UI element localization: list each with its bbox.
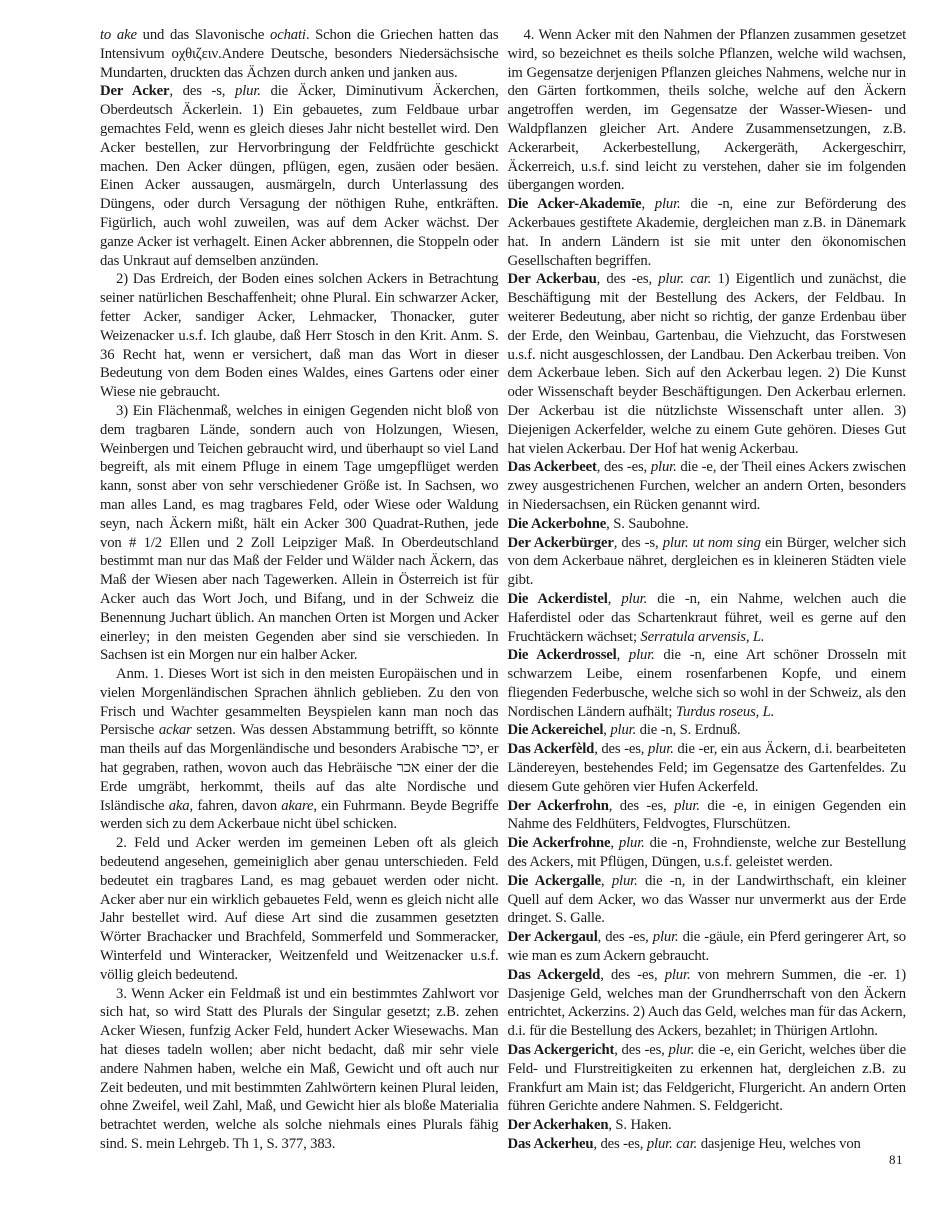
text-run: 2. Feld und Acker werden im gemeinen Leben oft als gleich bedeutend angesehen, gemeiniglich aber genau unterschieden. Feld bedeutet ein tragbares Land, es mag gebauet werden oder nicht. Acker aber nur ein wirklich gebauetes Feld, wenn es gleich nicht alle Jahr bestellet wird. Auf diese Art sind die zusammen gesetzten Wörter Brachacker und Brachfeld, Sommerfeld und Sommeracker, Winterfeld und Winteracker, Weitzenfeld und Weitzenacker u.s.f. völlig gleich bedeutend. <box>100 835 499 983</box>
page-number: 81 <box>889 1152 903 1167</box>
dictionary-entry <box>508 1041 907 1116</box>
headword: Das Ackerfèld <box>507 741 595 758</box>
text-run: 3) Ein Flächenmaß, welches in einigen Gegenden nicht bloß von dem tragbaren Lände, sondern auch von Holzungen, Wiesen, Weinbergen und Teichen gebraucht wird, und überhaupt so viel Land begreift, als mit einem Pfluge in einem Tage umgepflüget werden kann, sonst aber von sehr verschiedener Größe ist. In Sachsen, wo man alles Land, es mag tragbares Feld, oder Wiese oder Waldung seyn, nach Äckern mißt, hält ein Acker 300 Quadrat-Ruthen, jede von # 1/2 Ellen und 2 Zoll Leipziger Maß. In Oberdeutschland bestimmt man nur das Maß der Felder und Wälder nach Äckern, das Maß der Wiesen aber nach Tagewerken. Allein in Österreich ist für Acker auch das Wort Joch, und Bifang, und in der Schweiz die Benennung Juchart üblich. An manchen Orten ist Morgen und Acker einerley; in den meisten Gegenden aber sind sie verschieden. In Sachsen ist ein Morgen nur ein halber Acker. <box>100 402 499 664</box>
text-run: und das Slavonische <box>136 27 271 43</box>
headword: Das Ackerheu <box>507 1136 594 1153</box>
dictionary-entry <box>508 458 907 514</box>
text-run: , fahren, davon <box>189 797 282 814</box>
italic-text: plur. <box>235 83 261 100</box>
headword: Der Ackerhaken <box>507 1117 609 1134</box>
italic-text: plur. <box>621 590 648 607</box>
text-run: die Äcker, Diminutivum Äckerchen, Oberdeutsch Äckerlein. 1) Ein gebauetes, zum Feldbaue urbar gemachtes Feld, wenn es gleich dieses Jahr nicht bestellet wird. Den Acker bestellen, zur Hervorbringung der Feldfrüchte geschickt machen. Den Acker düngen, pflügen, egen, zusäen oder besäen. Einen Acker aussaugen, ausmärgeln, durch Unterlassung des Düngens, oder durch Versagung der nöthigen Ruhe, entkräften. Figürlich, auch wohl zuweilen, was auf dem Acker wächst. Der ganze Acker ist verhagelt. Einen Acker abbrennen, die Stoppeln oder das Unkraut auf demselben anzünden. <box>100 83 499 269</box>
dictionary-entry <box>508 928 907 966</box>
text-run: , des -s, <box>169 83 236 100</box>
dictionary-entry <box>508 1116 907 1135</box>
text-run: ein Bürger, welcher sich von dem Ackerbaue nähret, dergleichen es in kleineren Städten viele gibt. <box>507 534 907 589</box>
text-run: die -e, ein Gericht, welches über die Feld- und Flurstreitigkeiten zu erkennen hat, dergleichen z.B. zu Frankfurt am Main ist; das Feldgericht, Flurgericht. An andern Orten führen Gerichte andere Nahmen. S. Feldgericht. <box>507 1042 906 1115</box>
text-run: , <box>600 872 612 889</box>
italic-text: plur. <box>647 741 674 758</box>
text-run: die -e, in einigen Gegenden ein Nahme des Feldhüters, Feldvogtes, Flurschützen. <box>507 797 906 833</box>
dictionary-entry <box>100 82 499 270</box>
headword: Der Ackerfrohn <box>507 797 609 814</box>
italic-text: plur. <box>674 797 700 814</box>
text-run: , des -es, <box>593 1136 647 1153</box>
text-run: die -gäule, ein Pferd geringerer Art, so wie man es zum Ackern gebraucht. <box>507 929 906 965</box>
headword: Der Acker <box>100 83 170 100</box>
text-run: , <box>607 590 622 607</box>
dictionary-entry <box>508 1135 907 1154</box>
text-run: , <box>616 647 629 664</box>
headword: Die Acker-Akademīe <box>507 196 642 213</box>
headword: Der Ackergaul <box>507 929 598 946</box>
italic-text: ackar <box>158 722 192 739</box>
text-run: dasjenige Heu, welches von <box>697 1136 861 1153</box>
text-run: , des -es, <box>608 797 675 814</box>
dictionary-entry <box>508 270 907 458</box>
headword: Die Ackerbohne <box>507 515 607 532</box>
text-run: , <box>641 196 655 213</box>
text-run: 4. Wenn Acker mit den Nahmen der Pflanzen zusammen gesetzet wird, so bezeichnet es theils solche Pflanzen, welche wild wachsen, im Gegensatze derjenigen Pflanzen gleiches Nahmens, welche nur in den Gärten fortkommen, theils solche, welche auf den Äckern angetroffen werden, im Gegensatze der Wasser-Wiesen- und Waldpflanzen gleicher Art. Andere Zusammensetzungen, z.B. Ackerarbeit, Ackerbestellung, Ackergeräth, Ackergeschirr, Äckerreich, u.s.f. sind leicht zu verstehen, daher sie im folgenden übergangen worden. <box>507 27 906 194</box>
italic-text: akare <box>281 797 314 814</box>
paragraph <box>508 26 907 195</box>
text-run: die -n, in der Landwirthschaft, ein kleiner Quell auf dem Acker, wo das Wasser nur unvermerkt aus der Erde dringet. S. Galle. <box>507 872 907 927</box>
italic-text: Turdus roseus, L. <box>675 703 775 720</box>
text-run: , des -es, <box>594 741 648 758</box>
headword: Die Ackerfrohne <box>507 835 611 852</box>
text-run: von mehrern Summen, die -er. 1) Dasjenige Geld, welches man der Grundherrschaft von den Äckern entrichtet, Ackerzins. 2) Auch das Geld, welches man für das Ackern, d.i. für die Bestellung des Ackers, bezahlet; in Thürigen Artlohn. <box>507 966 906 1040</box>
dictionary-entry <box>508 834 907 872</box>
headword: Das Ackergeld <box>507 966 601 983</box>
italic-text: to ake <box>100 27 137 43</box>
paragraph <box>100 985 499 1154</box>
italic-text: plur. <box>664 966 691 983</box>
dictionary-entry <box>508 534 907 590</box>
text-run: , des -es, <box>596 271 659 288</box>
italic-text: plur. <box>618 835 645 852</box>
dictionary-entry <box>508 797 907 835</box>
italic-text: Serratula arvensis, L. <box>640 628 765 645</box>
dictionary-entry <box>508 646 907 721</box>
text-run: , des -es, <box>596 459 651 476</box>
paragraph <box>100 665 499 834</box>
text-run: die -n, eine zur Beförderung des Ackerbaues gestiftete Akademie, dergleichen man z.B. in Dänemark hat. In andern Ländern ist sie mit unter den ökonomischen Gesellschaften begriffen. <box>507 196 907 269</box>
left-column <box>100 26 499 1154</box>
italic-text: aka <box>168 797 190 814</box>
text-run: die -n, eine Art schöner Drosseln mit schwarzem Leibe, einem rosenfarbenen Kopfe, und einem fliegenden Federbusche, welche sich so wohl in der Schweiz, als den Nordischen Ländern aufhält; <box>507 647 907 720</box>
italic-text: plur. car. <box>658 271 712 288</box>
paragraph <box>100 834 499 984</box>
dictionary-entry <box>508 872 907 928</box>
italic-text: plur. <box>654 196 681 213</box>
text-run: die -e, der Theil eines Ackers zwischen zwey ausgestrichenen Furchen, welcher an andern Orten, besonders in Niedersachsen, ein Rücken genannt wird. <box>507 459 906 513</box>
paragraph <box>100 26 499 82</box>
text-run: . Schon die Griechen hatten das Intensivum οχθιζειν.Andere Deutsche, besonders Niedersächsische Mundarten, druckten das Ächzen durch anken und janken aus. <box>100 27 499 81</box>
text-run: , <box>610 835 619 852</box>
headword: Das Ackerbeet <box>507 459 597 476</box>
dictionary-entry <box>508 590 907 646</box>
text-run: , <box>603 722 611 739</box>
headword: Das Ackergericht <box>507 1042 615 1059</box>
italic-text: ochati <box>270 27 306 43</box>
dictionary-entry <box>508 721 907 740</box>
italic-text: plur. <box>650 459 677 476</box>
text-run: die -n, S. Erdnuß. <box>636 722 741 739</box>
paragraph <box>100 402 499 665</box>
text-run: die -n, Frohndienste, welche zur Bestellung des Ackers, mit Pflügen, Düngen, u.s.f. geleistet werden. <box>507 835 907 871</box>
text-run: setzen. Was dessen Abstammung betrifft, so könnte man theils auf das Morgenländische und besonders Arabische יכר, er hat gegraben, rathen, wovon auch das Hebräische אכר einer der die Erde umgräbt, herkommt, theils auf das alte Nordische und Isländische <box>100 722 499 814</box>
headword: Die Ackereichel <box>507 722 604 739</box>
text-run: , S. Saubohne. <box>606 515 689 532</box>
text-run: 1) Eigentlich und zunächst, die Beschäftigung mit der Bestellung des Ackers, der Feldbau. In weiterer Bedeutung, aber nicht so richtig, der ganze Erdenbau über der Erde, den Weinbau, Gartenbau, die Viehzucht, das Forstwesen u.s.f. nicht ausgeschlossen, der Landbau. Den Ackerbau treiben. Von dem Ackerbaue leben. Sich auf den Ackerbau legen. 2) Die Kunst oder Wissenschaft beyder Beschäftigungen. Den Ackerbau erlernen. Der Ackerbau ist die nützlichste Wissenschaft unter allen. 3) Diejenigen Ackerfelder, welche zu einem Gute gehören. Dieses Gut hat vielen Ackerbau. Der Hof hat wenig Ackerbau. <box>507 271 906 457</box>
headword: Der Ackerbau <box>507 271 597 288</box>
dictionary-entry <box>508 966 907 1041</box>
dictionary-entry <box>508 195 907 270</box>
two-column-text-block <box>100 26 906 1154</box>
italic-text: plur. car. <box>646 1136 698 1153</box>
paragraph <box>100 270 499 402</box>
headword: Der Ackerbürger <box>507 534 614 551</box>
text-run: , des -es, <box>600 966 665 983</box>
text-run: , ein Fuhrmann. Beyde Begriffe werden sich zu dem Ackerbaue nicht übel schicken. <box>100 797 499 833</box>
text-run: , S. Haken. <box>608 1117 672 1134</box>
text-run: 3. Wenn Acker ein Feldmaß ist und ein bestimmtes Zahlwort vor sich hat, so wird Statt des Plurals der Singular gesetzt; z.B. zehen Acker Wiesen, funfzig Acker Feld, hundert Acker Wiesewachs. Man hat dieses tadeln wollen; aber nicht bedacht, daß mir sehr viele andere Nahmen haben, welche ein Maß, Gewicht und oft auch nur Zeit bedeuten, und mit bestimmten Zahlwörtern keinen Plural leiden, ohne Zweifel, weil Zahl, Maß, und Gewicht hier als bloße Materialia betrachtet werden, welche als solche niehmals eines Plurals fähig sind. S. mein Lehrgeb. Th 1, S. 377, 383. <box>100 985 499 1153</box>
text-run: , des -s, <box>613 534 663 551</box>
italic-text: plur. <box>628 647 655 664</box>
text-run: Anm. 1. Dieses Wort ist sich in den meisten Europäischen und in vielen Morgenländischen Sprachen ähnlich geblieben. Zu den von Frisch und Wachter gesammelten Beyspielen kann man noch das Persische <box>100 666 499 739</box>
headword: Die Ackerdistel <box>507 590 608 607</box>
headword: Die Ackergalle <box>507 872 601 889</box>
italic-text: plur. <box>610 722 637 739</box>
italic-text: plur. <box>652 929 679 946</box>
text-run: die -n, ein Nahme, welchen auch die Haferdistel oder das Schartenkraut führet, weil es gerne auf den Fruchtäckern wächset; <box>507 590 907 645</box>
italic-text: plur. ut nom sing <box>662 534 761 551</box>
right-column <box>508 26 907 1154</box>
italic-text: plur. <box>611 872 638 889</box>
text-run: , des -es, <box>597 929 653 946</box>
dictionary-entry <box>508 515 907 534</box>
dictionary-entry <box>508 740 907 796</box>
text-run: 2) Das Erdreich, der Boden eines solchen Ackers in Betrachtung seiner natürlichen Beschaffenheit; ohne Plural. Ein schwarzer Acker, fetter Acker, sandiger Acker, Lehmacker, Thonacker, guter Weizenacker u.s.f. Ich glaube, daß Herr Stosch in den Krit. Anm. S. 36 Recht hat, wenn er versichert, daß man das Wort in dieser Bedeutung von dem Boden eines Waldes, eines Gartens oder einer Wiese nie gebraucht. <box>100 271 499 401</box>
text-run: die -er, ein aus Äckern, d.i. bearbeiteten Ländereyen, bestehendes Feld; im Gegensatze des Gartenfeldes. Zu diesem Gute gehören vier Hufen Ackerfeld. <box>507 741 907 795</box>
text-run: , des -es, <box>614 1042 669 1059</box>
italic-text: plur. <box>668 1042 695 1059</box>
headword: Die Ackerdrossel <box>507 647 617 664</box>
